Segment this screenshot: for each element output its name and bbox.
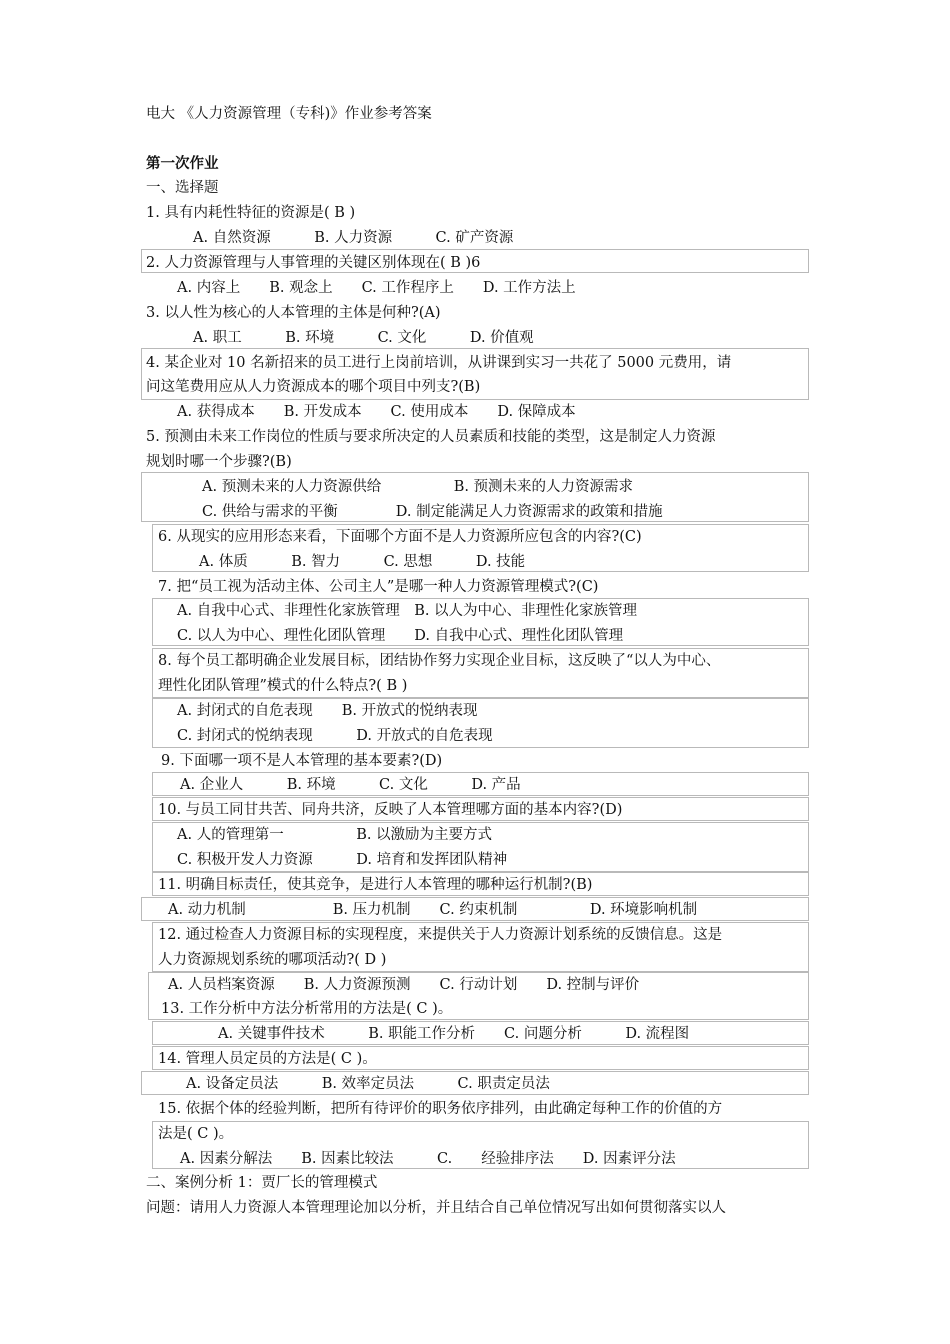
question-4-text-cont: 问这笔费用应从人力资源成本的哪个项目中列支?(B): [146, 379, 481, 395]
question-1-options: A. 自然资源 B. 人力资源 C. 矿产资源: [193, 230, 514, 246]
question-2-options: A. 内容上 B. 观念上 C. 工作程序上 D. 工作方法上: [177, 280, 576, 296]
question-11-text: 11. 明确目标责任，使其竞争，是进行人本管理的哪种运行机制?(B): [158, 877, 593, 893]
question-15-options: A. 因素分解法 B. 因素比较法 C. 经验排序法 D. 因素评分法: [180, 1151, 676, 1167]
question-1-text: 1. 具有内耗性特征的资源是( B ): [146, 205, 356, 221]
question-13-text: 13. 工作分析中方法分析常用的方法是( C )。: [161, 1001, 453, 1017]
section-heading: 第一次作业: [146, 155, 219, 172]
question-14-text: 14. 管理人员定员的方法是( C )。: [158, 1051, 377, 1067]
case-question: 问题：请用人力资源人本管理理论加以分析，并且结合自己单位情况写出如何贯彻落实以人: [146, 1200, 726, 1216]
question-12-text: 12. 通过检查人力资源目标的实现程度，来提供关于人力资源计划系统的反馈信息。这是: [158, 927, 723, 943]
question-9-options: A. 企业人 B. 环境 C. 文化 D. 产品: [180, 777, 521, 793]
question-10-options-1: A. 人的管理第一 B. 以激励为主要方式: [177, 827, 493, 843]
question-3-text: 3. 以人性为核心的人本管理的主体是何种?(A): [146, 305, 441, 321]
question-12-options: A. 人员档案资源 B. 人力资源预测 C. 行动计划 D. 控制与评价: [168, 977, 640, 993]
question-3-options: A. 职工 B. 环境 C. 文化 D. 价值观: [193, 330, 534, 346]
question-6-text: 6. 从现实的应用形态来看，下面哪个方面不是人力资源所应包含的内容?(C): [158, 529, 642, 545]
question-8-text: 8. 每个员工都明确企业发展目标，团结协作努力实现企业目标，这反映了“以人为中心、: [158, 653, 721, 669]
question-8-text-cont: 理性化团队管理”模式的什么特点?( B ): [158, 678, 408, 694]
case-title: 二、案例分析 1：贾厂长的管理模式: [146, 1175, 378, 1191]
question-7-options-2: C. 以人为中心、理性化团队管理 D. 自我中心式、理性化团队管理: [177, 628, 624, 644]
question-10-options-2: C. 积极开发人力资源 D. 培育和发挥团队精神: [177, 852, 508, 868]
question-8-options-1: A. 封闭式的自危表现 B. 开放式的悦纳表现: [177, 703, 478, 719]
question-7-options-1: A. 自我中心式、非理性化家族管理 B. 以人为中心、非理性化家族管理: [177, 603, 638, 619]
question-12-text-cont: 人力资源规划系统的哪项活动?( D ): [158, 952, 387, 968]
question-7-text: 7. 把“员工视为活动主体、公司主人”是哪一种人力资源管理模式?(C): [158, 579, 599, 595]
question-8-options-2: C. 封闭式的悦纳表现 D. 开放式的自危表现: [177, 728, 493, 744]
question-4-text: 4. 某企业对 10 名新招来的员工进行上岗前培训，从讲课到实习一共花了 5000 元费用，请: [146, 355, 732, 371]
question-4-options: A. 获得成本 B. 开发成本 C. 使用成本 D. 保障成本: [177, 404, 576, 420]
question-14-options: A. 设备定员法 B. 效率定员法 C. 职责定员法: [186, 1076, 550, 1092]
question-15-text-cont: 法是( C )。: [158, 1126, 234, 1142]
question-5-options-2: C. 供给与需求的平衡 D. 制定能满足人力资源需求的政策和措施: [202, 504, 663, 520]
question-11-options: A. 动力机制 B. 压力机制 C. 约束机制 D. 环境影响机制: [168, 902, 698, 918]
question-9-text: 9. 下面哪一项不是人本管理的基本要素?(D): [161, 753, 443, 769]
question-2-text: 2. 人力资源管理与人事管理的关键区别体现在( B )6: [146, 255, 481, 271]
subsection-heading: 一、选择题: [146, 180, 219, 196]
question-5-text-cont: 规划时哪一个步骤?(B): [146, 454, 292, 470]
document-title: 电大 《人力资源管理（专科)》作业参考答案: [146, 106, 432, 122]
question-15-text: 15. 依据个体的经验判断，把所有待评价的职务依序排列，由此确定每种工作的价值的方: [158, 1101, 723, 1117]
question-5-options-1: A. 预测未来的人力资源供给 B. 预测未来的人力资源需求: [202, 479, 634, 495]
question-13-options: A. 关键事件技术 B. 职能工作分析 C. 问题分析 D. 流程图: [218, 1026, 690, 1042]
question-5-text: 5. 预测由未来工作岗位的性质与要求所决定的人员素质和技能的类型，这是制定人力资源: [146, 429, 716, 445]
question-6-options: A. 体质 B. 智力 C. 思想 D. 技能: [199, 554, 526, 570]
question-10-text: 10. 与员工同甘共苦、同舟共济，反映了人本管理哪方面的基本内容?(D): [158, 802, 623, 818]
